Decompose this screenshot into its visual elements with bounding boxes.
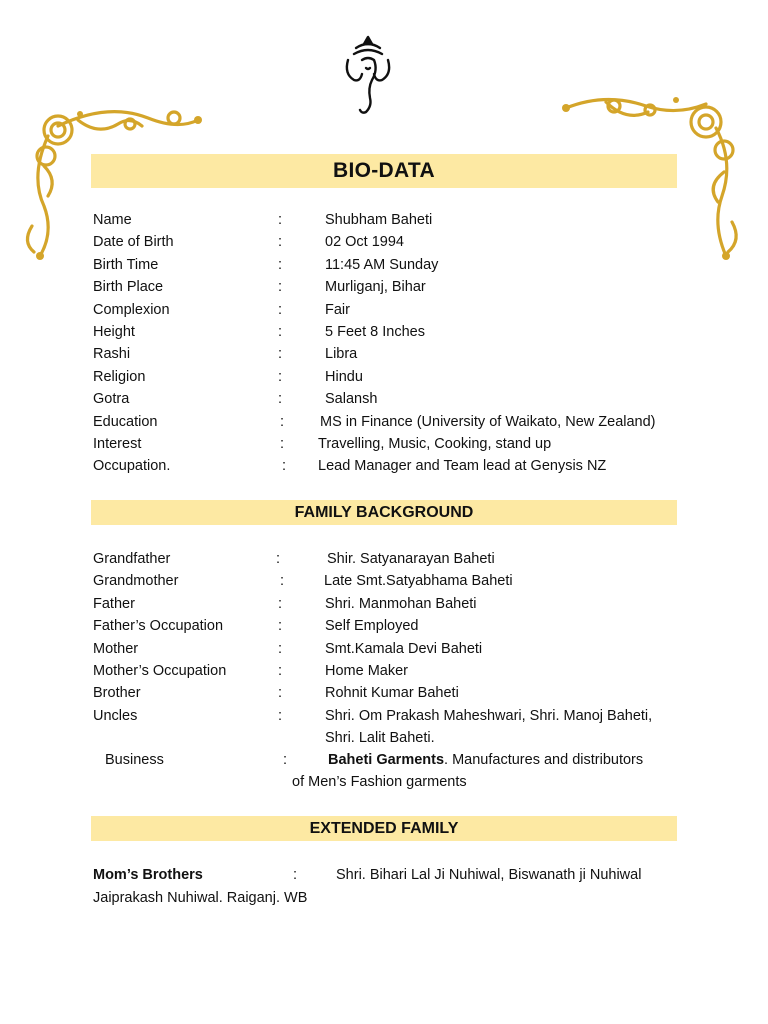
personal-separator: : <box>280 413 285 430</box>
business-separator: : <box>283 752 288 768</box>
family-row <box>0 660 768 682</box>
extended-row <box>0 864 768 886</box>
personal-separator: : <box>278 324 283 340</box>
family-value: Shri. Om Prakash Maheshwari, Shri. Manoj Baheti, <box>325 707 653 724</box>
personal-row <box>0 209 768 231</box>
personal-row <box>0 276 768 298</box>
personal-value: Lead Manager and Team lead at Genysis NZ <box>318 458 607 475</box>
family-value: Shri. Manmohan Baheti <box>325 595 477 612</box>
personal-row <box>0 411 768 433</box>
family-value: Smt.Kamala Devi Baheti <box>325 640 483 657</box>
family-value: Rohnit Kumar Baheti <box>325 685 459 702</box>
family-label: Father <box>93 595 135 612</box>
family-label: Grandfather <box>93 551 171 567</box>
family-separator: : <box>276 551 281 567</box>
personal-row <box>0 366 768 388</box>
business-value-cont: of Men’s Fashion garments <box>292 774 467 790</box>
personal-value: Murliganj, Bihar <box>325 279 426 296</box>
personal-row <box>0 299 768 321</box>
family-separator: : <box>278 595 283 612</box>
family-row <box>0 570 768 592</box>
personal-label: Birth Time <box>93 256 159 273</box>
family-value: Late Smt.Satyabhama Baheti <box>324 573 513 590</box>
family-label: Brother <box>93 685 141 702</box>
family-row <box>0 615 768 637</box>
personal-value: Fair <box>325 301 350 318</box>
business-description: . Manufactures and distributors <box>444 752 644 768</box>
personal-label: Rashi <box>93 346 131 363</box>
personal-label: Religion <box>93 368 146 385</box>
personal-label: Interest <box>93 436 142 452</box>
personal-value: 11:45 AM Sunday <box>325 256 439 273</box>
extended-separator: : <box>293 867 298 883</box>
personal-label: Height <box>93 324 135 340</box>
personal-separator: : <box>278 346 283 363</box>
family-separator: : <box>278 685 283 702</box>
extended-family-heading: EXTENDED FAMILY <box>91 816 677 841</box>
personal-row <box>0 343 768 365</box>
family-label: Mother <box>93 640 139 657</box>
personal-label: Birth Place <box>93 279 164 296</box>
personal-separator: : <box>278 301 283 318</box>
personal-value: 02 Oct 1994 <box>325 234 404 251</box>
personal-separator: : <box>280 436 285 452</box>
personal-label: Education <box>93 413 158 430</box>
family-background-heading: FAMILY BACKGROUND <box>91 500 677 525</box>
personal-value: MS in Finance (University of Waikato, New Zealand) <box>320 413 656 430</box>
personal-value: Libra <box>325 346 358 363</box>
personal-row <box>0 388 768 410</box>
family-row <box>0 593 768 615</box>
page-title: BIO-DATA <box>91 154 677 188</box>
family-label: Grandmother <box>93 573 179 590</box>
personal-row <box>0 433 768 455</box>
personal-label: Gotra <box>93 391 130 408</box>
family-separator: : <box>280 573 285 590</box>
personal-label: Name <box>93 212 132 228</box>
extended-label: Mom’s Brothers <box>93 867 203 883</box>
personal-separator: : <box>278 279 283 296</box>
personal-label: Date of Birth <box>93 234 174 251</box>
personal-separator: : <box>278 234 283 251</box>
family-label: Father’s Occupation <box>93 618 224 635</box>
family-label: Uncles <box>93 707 138 724</box>
personal-value: Hindu <box>325 368 363 385</box>
business-name: Baheti Garments <box>328 752 445 768</box>
personal-row <box>0 455 768 477</box>
business-label: Business <box>105 752 164 768</box>
family-value: Shir. Satyanarayan Baheti <box>327 551 495 567</box>
extended-value: Shri. Bihari Lal Ji Nuhiwal, Biswanath ji Nuhiwal <box>336 867 642 883</box>
personal-row <box>0 254 768 276</box>
personal-separator: : <box>278 256 283 273</box>
family-row <box>0 705 768 727</box>
personal-label: Occupation. <box>93 458 171 475</box>
family-row <box>0 548 768 570</box>
extended-value-cont: Jaiprakash Nuhiwal. Raiganj. WB <box>93 890 308 906</box>
personal-value: Shubham Baheti <box>325 212 433 228</box>
family-value: Self Employed <box>325 618 419 635</box>
family-separator: : <box>278 663 283 679</box>
business-row <box>0 749 768 771</box>
personal-separator: : <box>278 368 283 385</box>
family-value: Home Maker <box>325 663 408 679</box>
business-value <box>328 749 643 771</box>
family-separator: : <box>278 618 283 635</box>
personal-label: Complexion <box>93 301 170 318</box>
personal-row <box>0 321 768 343</box>
family-label: Mother’s Occupation <box>93 663 227 679</box>
personal-separator: : <box>278 391 283 408</box>
family-row <box>0 638 768 660</box>
family-separator: : <box>278 707 283 724</box>
personal-value: Travelling, Music, Cooking, stand up <box>318 436 552 452</box>
family-separator: : <box>278 640 283 657</box>
family-value-cont: Shri. Lalit Baheti. <box>325 730 435 747</box>
personal-value: 5 Feet 8 Inches <box>325 324 425 340</box>
personal-separator: : <box>282 458 287 475</box>
personal-value: Salansh <box>325 391 378 408</box>
family-row <box>0 682 768 704</box>
personal-row <box>0 231 768 253</box>
personal-separator: : <box>278 212 283 228</box>
ganesha-icon <box>340 34 396 118</box>
